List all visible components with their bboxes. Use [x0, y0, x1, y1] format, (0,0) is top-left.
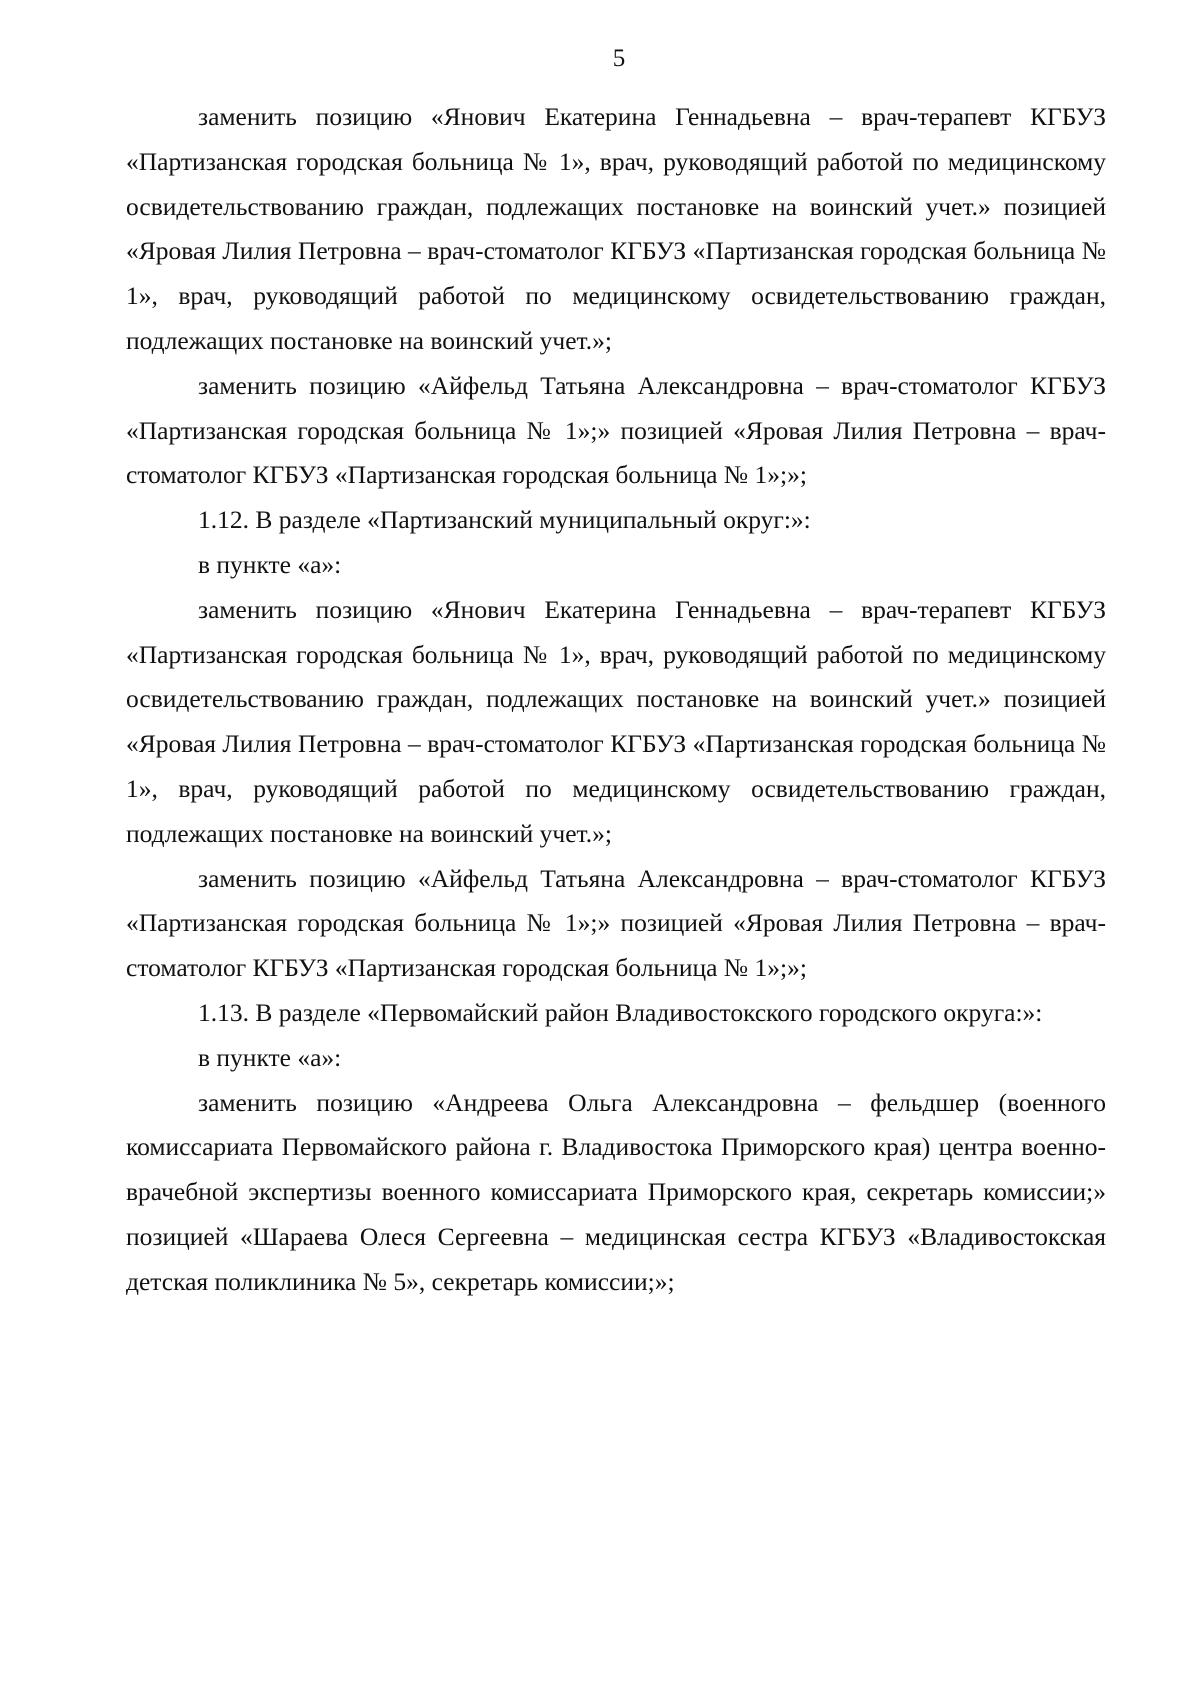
paragraph-replace-yanovich: заменить позицию «Янович Екатерина Геннадьевна – врач-терапевт КГБУЗ «Партизанская городская больница № 1», врач, руководящий работой по медицинскому освидетельствованию граждан, подлежащих постановке на воинский учет.» позицией «Яровая Лилия Петровна – врач-стоматолог КГБУЗ «Партизанская городская больница № 1», врач, руководящий работой по медицинскому освидетельствованию граждан, подлежащих постановке на воинский учет.»;: [126, 102, 1106, 355]
paragraph-replace-aifeld: заменить позицию «Айфельд Татьяна Александровна – врач-стоматолог КГБУЗ «Партизанская городская больница № 1»;» позицией «Яровая Лилия Петровна – врач-стоматолог КГБУЗ «Партизанская городская больница № 1»;»;: [126, 370, 1106, 490]
section-heading-1-13: 1.13. В разделе «Первомайский район Владивостокского городского округа:»:: [198, 997, 1043, 1027]
paragraph-replace-aifeld-partizansky: заменить позицию «Айфельд Татьяна Александровна – врач-стоматолог КГБУЗ «Партизанская городская больница № 1»;» позицией «Яровая Лилия Петровна – врач-стоматолог КГБУЗ «Партизанская городская больница № 1»;»;: [126, 863, 1106, 983]
clause-a-label-pervomaisky: в пункте «а»:: [198, 1042, 342, 1072]
document-body: [126, 95, 1106, 1305]
paragraph-replace-andreeva: заменить позицию «Андреева Ольга Александровна – фельдшер (военного комиссариата Первомайского района г. Владивостока Приморского края) центра военно-врачебной экспертизы военного комиссариата Приморского края, секретарь комиссии;» позицией «Шараева Олеся Сергеевна – медицинская сестра КГБУЗ «Владивостокская детская поликлиника № 5», секретарь комиссии;»;: [126, 1087, 1106, 1296]
paragraph-replace-yanovich-partizansky: заменить позицию «Янович Екатерина Геннадьевна – врач-терапевт КГБУЗ «Партизанская городская больница № 1», врач, руководящий работой по медицинскому освидетельствованию граждан, подлежащих постановке на воинский учет.» позицией «Яровая Лилия Петровна – врач-стоматолог КГБУЗ «Партизанская городская больница № 1», врач, руководящий работой по медицинскому освидетельствованию граждан, подлежащих постановке на воинский учет.»;: [126, 594, 1106, 848]
page-number: 5: [612, 45, 626, 72]
clause-a-label: в пункте «а»:: [198, 549, 342, 579]
section-heading-1-12: 1.12. В разделе «Партизанский муниципальный округ:»:: [198, 505, 811, 535]
